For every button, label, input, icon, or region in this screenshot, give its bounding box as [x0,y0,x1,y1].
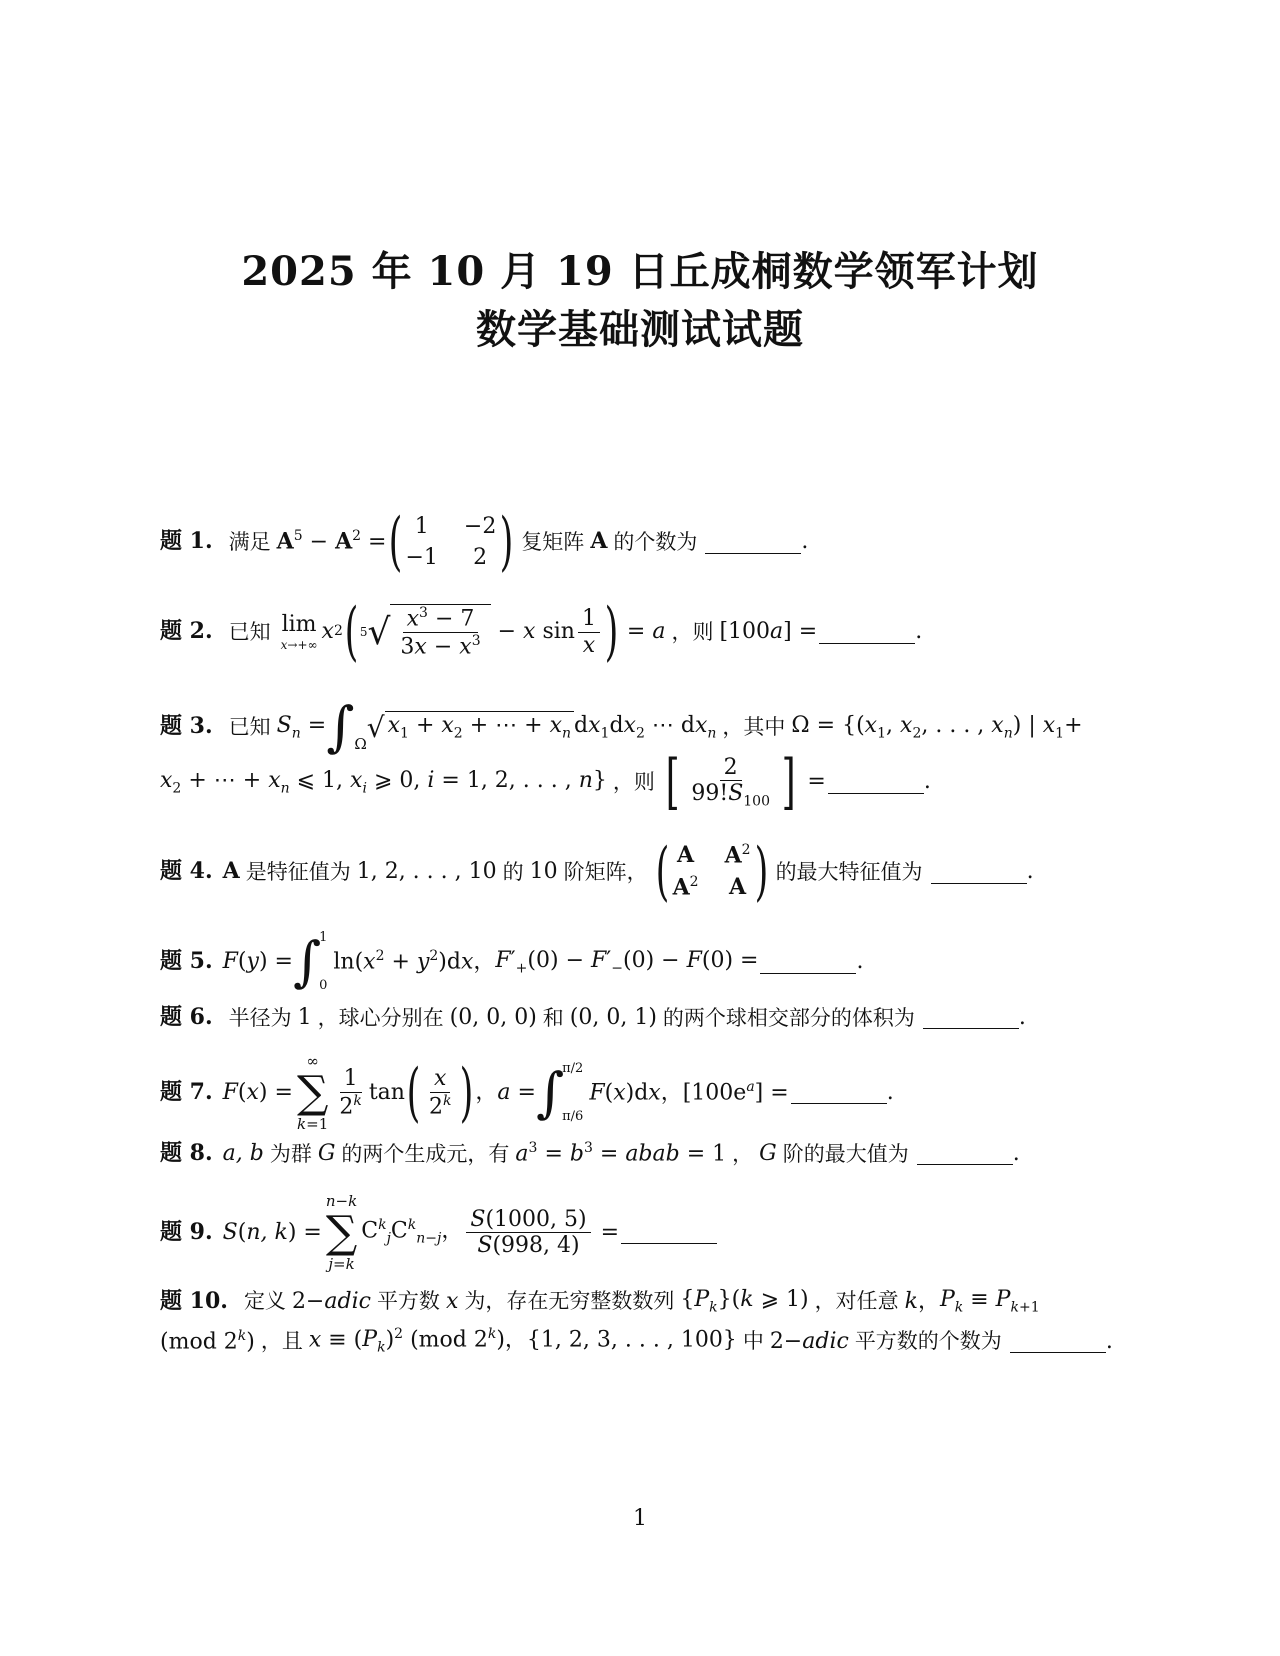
answer-blank[interactable] [917,1142,1013,1165]
answer-blank[interactable] [791,1081,887,1104]
answer-blank[interactable] [621,1221,717,1244]
problem-8: 题 8. a, b 为群 G 的两个生成元，有 $a^3 = b^3$ = abab = 1 ， G 阶的最大值为 . [160,1140,1020,1167]
answer-blank[interactable] [760,951,856,974]
problem-10-cont: (mod 2$^k$) ，且 $x \equiv (P_k)^2$ (mod 2$^k$)，{1, 2, 3, . . . , 100} 中 2−adic 平方数的个数为 . [160,1326,1113,1356]
problem-4: 题 4. A 是特征值为 1, 2, . . . , 10 的 10 阶矩阵， ( A $A^2$ $A^2$ A ) 的最大特征值为 . [160,835,1034,909]
answer-blank[interactable] [931,861,1027,884]
document-title-line1: 2025 年 10 月 19 日丘成桐数学领军计划 [241,248,1039,295]
answer-blank[interactable] [828,771,924,794]
problem-10: 题 10. 定义 2−adic 平方数 x 为，存在无穷整数数列 $\{P_k\}(k$ ⩾ 1) ，对任意 k ， $P_k \equiv P_{k+1}$ [160,1287,1040,1316]
answer-blank[interactable] [1010,1330,1106,1353]
problem-9: 题 9. S(n, k) = n−k ∑ j=k $C^k_jC^k_{n-j}$， $\frac{S(1000, 5)}{S(998, 4)}$ = [160,1192,1120,1274]
document-title-line2: 数学基础测试试题 [476,306,804,353]
problem-5: 题 5. F(y) = ∫ 1 0 $\ln(x^2 + y^2)dx$， $F'_+(0) - F'_-(0) - F(0)$ = . [160,930,864,993]
problem-6: 题 6. 半径为 1 ，球心分别在 (0, 0, 0) 和 (0, 0, 1) 的两个球相交部分的体积为 . [160,1004,1026,1030]
problem-3: 题 3. 已知 $S_n$ = ∫ $_\Omega$ √ $x_1 + x_2$ + ⋯ + $x_n$ $dx_1dx_2$ ⋯ $dx_n$ ，其中 $\Omega = \{(x_1$, $x_2$, . . . , $x_n$) | $x_1+$ [160,695,1083,758]
problem-7: 题 7. F(x) = ∞ ∑ k=1 $\frac{1}{2^k}$ tan ( $\frac{x}{2^k}$ ) ，a = ∫ π/2 π/6 F(x)dx，$[100e^a]$ = . [160,1052,894,1133]
problem-3-cont: $x_2$ + ⋯ + $x_n$ ⩽ 1, $x_i$ ⩾ 0, i = 1, 2, . . . , n} ，则 [ $\frac{2}{99!S_{100}}$ ] = . [160,747,931,817]
answer-blank[interactable] [705,531,801,554]
problem-1: 题 1. 满足 $A^5 - A^2$ = ( 1 −2 −1 2 ) 复矩阵 A 的个数为 . [160,505,809,579]
matrix: 1 −2 −1 2 [405,513,497,570]
page-number: 1 [633,1506,647,1531]
problem-label: 题 1. [160,528,213,555]
problem-2: 题 2. 已知 lim x→+∞ x 2 ( 5 √ $\frac{x^3 - 7}{3x - x^3}$ − x sin $\frac{1}{x}$ ) = a ，则 [100a] = . [160,595,923,669]
answer-blank[interactable] [819,621,915,644]
answer-blank[interactable] [923,1006,1019,1029]
